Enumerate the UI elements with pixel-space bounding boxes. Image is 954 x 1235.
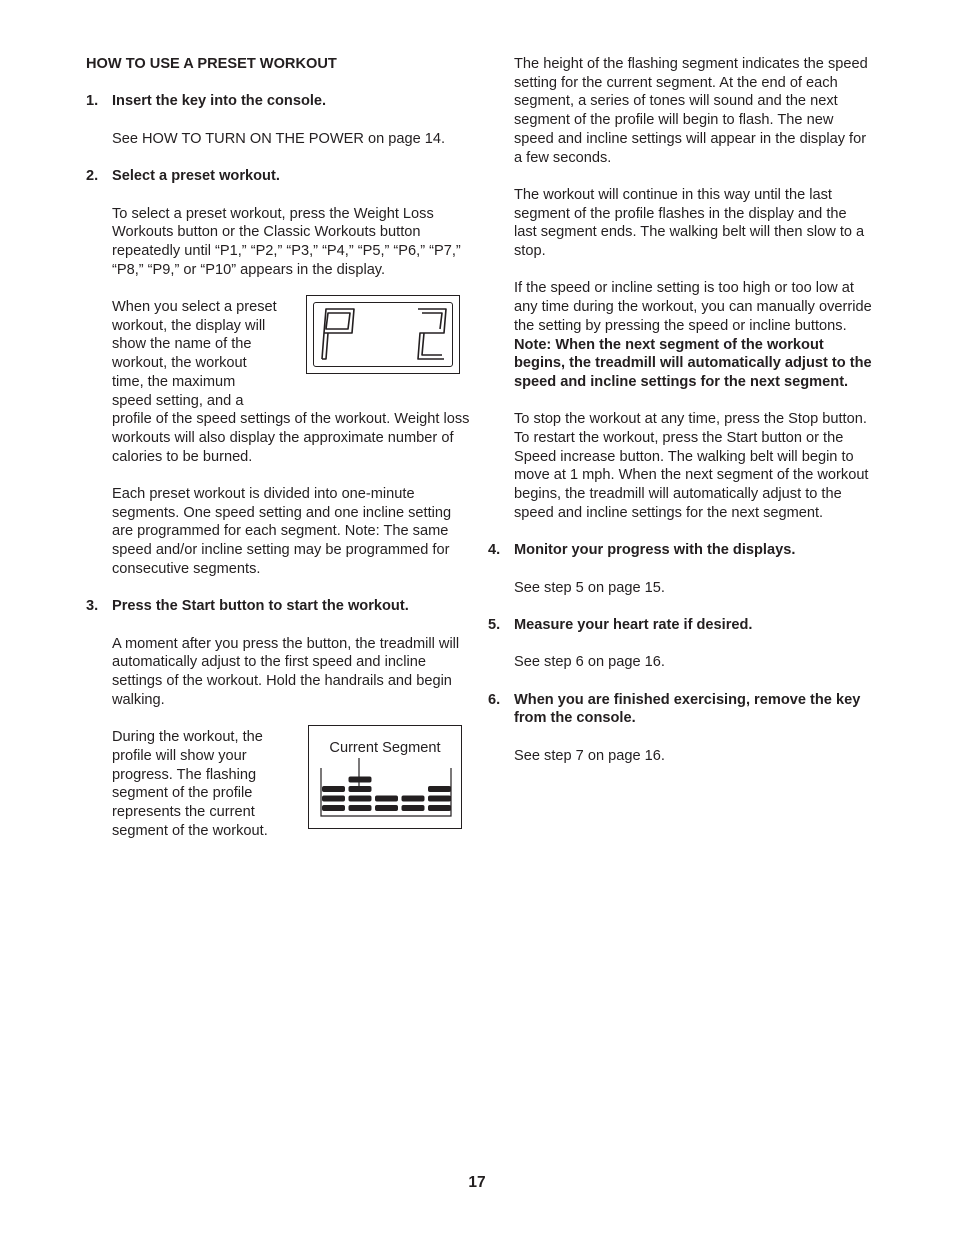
- console-display-figure: [306, 295, 460, 374]
- left-column: [86, 55, 470, 840]
- right-para-3-note: Note: When the next segment of the workout begins, the treadmill will automatically adjust to the speed and incline settings for the next segment.: [514, 336, 872, 390]
- step-heading-text: When you are finished exercising, remove the key from the console.: [514, 691, 861, 727]
- profile-segment-bar: [349, 777, 372, 783]
- step-2-para-2-wrapped: When you select a preset workout, the display will show the name of the workout, the workout time, the maximum speed setting, and a: [112, 299, 277, 409]
- step-number: 4.: [488, 542, 501, 559]
- step-number: 1.: [86, 93, 99, 110]
- step-heading-text: Insert the key into the console.: [112, 93, 327, 110]
- profile-segment-bar: [322, 805, 345, 811]
- step-number: 5.: [488, 617, 501, 633]
- profile-segment-bar: [402, 796, 425, 802]
- step-2-para-3: Each preset workout is divided into one-minute segments. One speed setting and one incline setting are programmed for each segment. Note: The same speed and/or incline setting may be programmed for consecutive segments.: [112, 486, 452, 577]
- step-2-heading: [86, 167, 470, 186]
- section-title: HOW TO USE A PRESET WORKOUT: [86, 56, 337, 72]
- profile-segment-bar: [349, 805, 372, 811]
- step-1-heading: [86, 92, 470, 111]
- step-2-para-2-continued: profile of the speed settings of the workout. Weight loss workouts will also display the approximate number of calories to be burned.: [112, 411, 470, 465]
- current-segment-caption: Current Segment: [329, 740, 441, 757]
- step-heading-text: Press the Start button to start the workout.: [112, 598, 409, 615]
- right-column: [488, 55, 872, 784]
- step-5-body: See step 6 on page 16.: [514, 654, 665, 671]
- step-heading-text: Measure your heart rate if desired.: [514, 617, 753, 633]
- step-number: 3.: [86, 598, 99, 615]
- step-6-body: See step 7 on page 16.: [514, 747, 665, 764]
- page-number: 17: [468, 1174, 486, 1191]
- right-para-3: [488, 279, 872, 391]
- display-figure-row: [86, 298, 470, 410]
- right-para-2: The workout will continue in this way until the last segment of the profile flashes in the display and the last segment ends. The walking belt will then slow to a stop.: [514, 186, 865, 260]
- step-3-heading: [86, 597, 470, 616]
- profile-segment-bar: [349, 796, 372, 802]
- step-4-body: See step 5 on page 15.: [514, 579, 665, 596]
- profile-segment-bar: [322, 796, 345, 802]
- profile-segment-bar: [322, 786, 345, 792]
- profile-display-figure: [308, 725, 462, 829]
- profile-segment-bar: [349, 786, 372, 792]
- profile-segment-bar: [402, 805, 425, 811]
- step-5-heading: [488, 616, 872, 635]
- profile-segment-bar: [428, 786, 451, 792]
- right-para-1: The height of the flashing segment indicates the speed setting for the current segment. At the end of each segment, a series of tones will sound and the next segment of the profile will begin to flash. The new speed and incline settings will appear in the display for a few seconds.: [514, 56, 868, 166]
- step-number: 2.: [86, 168, 99, 185]
- profile-figure-row: [86, 728, 470, 840]
- profile-segment-bar: [375, 796, 398, 802]
- display-window: [313, 302, 453, 367]
- profile-segment-bar: [375, 805, 398, 811]
- right-para-3-text: If the speed or incline setting is too high or too low at any time during the workout, you can manually override the setting by pressing the speed or incline buttons.: [514, 280, 872, 334]
- step-2-para-1: To select a preset workout, press the Weight Loss Workouts button or the Classic Workouts button repeatedly until “P1,” “P2,” “P3,” “P4,” “P5,” “P6,” “P7,” “P8,” “P9,” or “P10” appears in the display.: [112, 205, 461, 278]
- profile-segment-bar: [428, 796, 451, 802]
- step-6-heading: [488, 691, 872, 728]
- profile-graphic: [309, 726, 461, 828]
- profile-segment-bar: [428, 805, 451, 811]
- step-number: 6.: [488, 691, 501, 708]
- right-para-4: To stop the workout at any time, press the Stop button. To restart the workout, press the Start button or the Speed increase button. The walking belt will begin to move at 1 mph. When the next segment of the workout begins, the treadmill will automatically adjust to the speed and incline settings for the next segment.: [514, 411, 869, 521]
- step-4-heading: [488, 541, 872, 560]
- step-heading-text: Monitor your progress with the displays.: [514, 542, 796, 559]
- step-3-para-1: A moment after you press the button, the treadmill will automatically adjust to the first speed and incline settings of the workout. Hold the handrails and begin walking.: [112, 635, 460, 708]
- step-heading-text: Select a preset workout.: [112, 168, 280, 185]
- seven-segment-readout: [314, 303, 454, 368]
- step-1-body: See HOW TO TURN ON THE POWER on page 14.: [112, 130, 446, 147]
- step-3-para-2: During the workout, the profile will show your progress. The flashing segment of the profile represents the current segment of the workout.: [112, 729, 268, 839]
